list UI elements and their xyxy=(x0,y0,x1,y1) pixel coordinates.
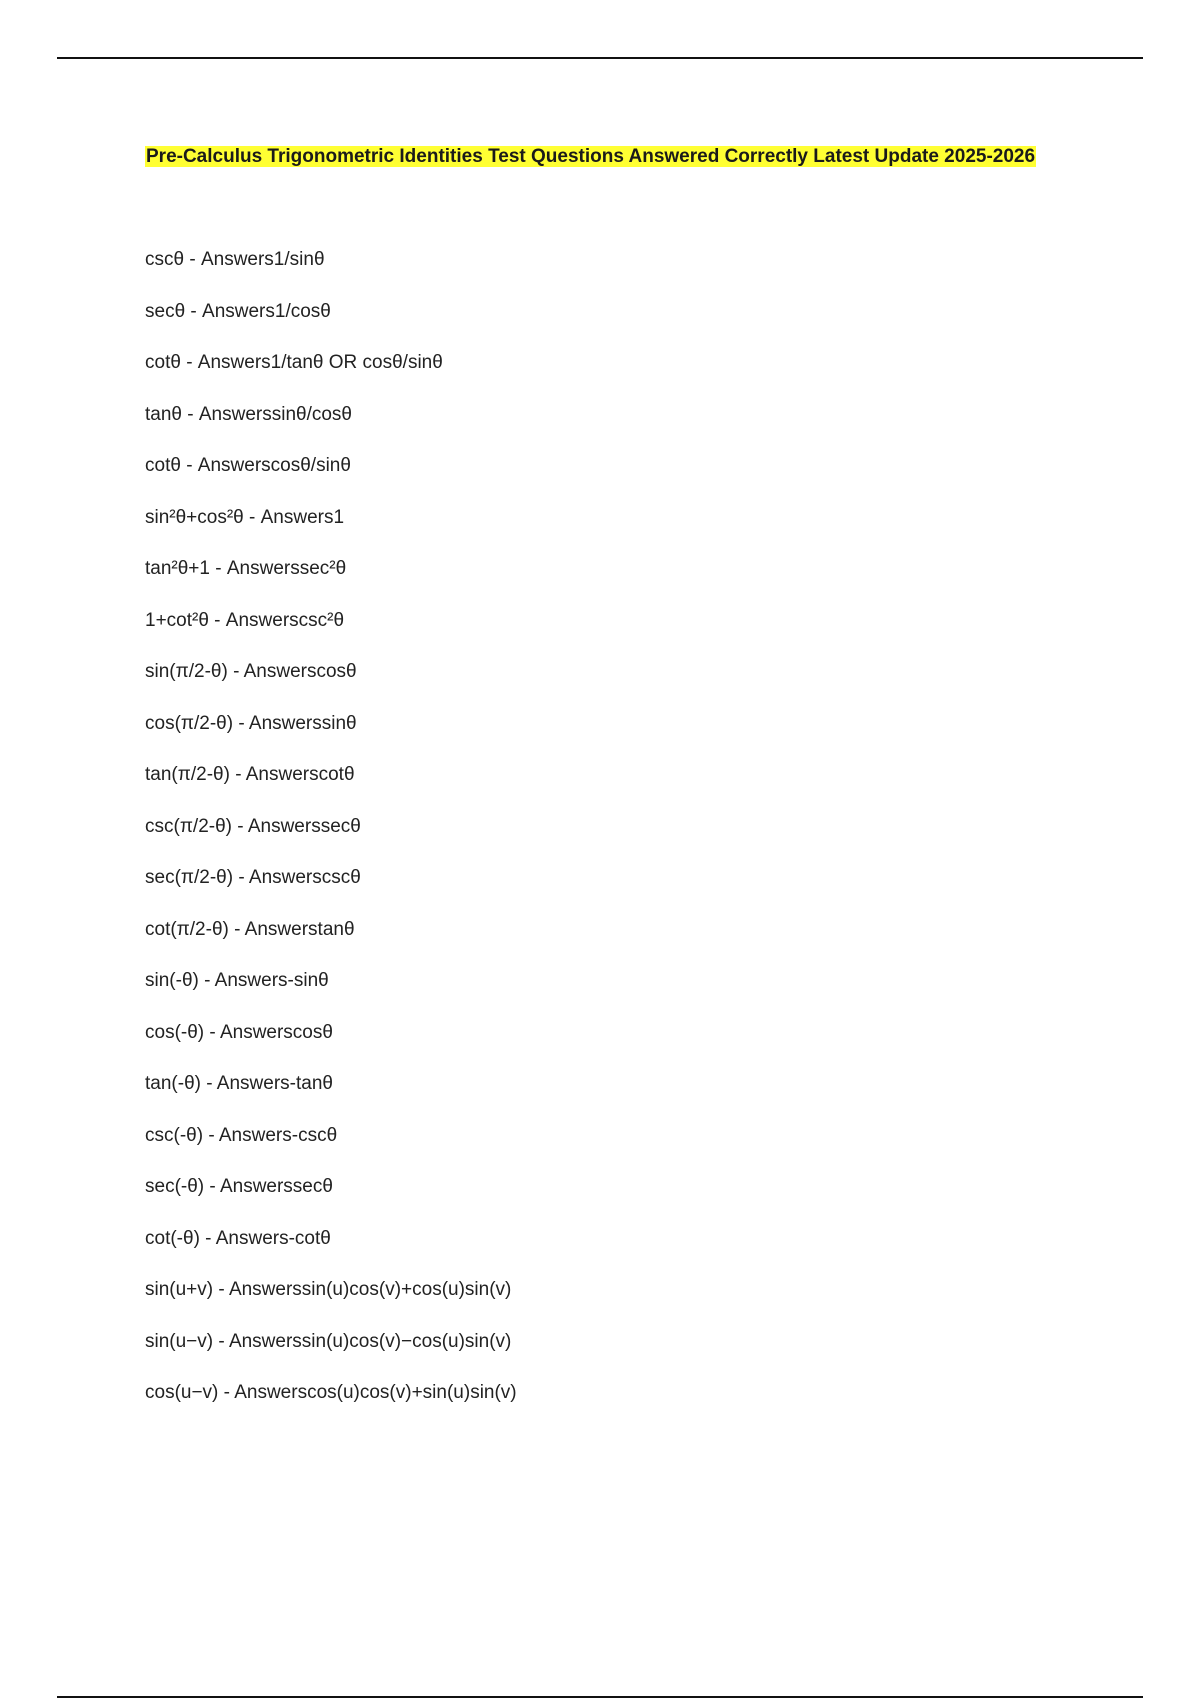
qa-item: tan(π/2-θ) - Answerscotθ xyxy=(145,764,355,785)
qa-item: cos(π/2-θ) - Answerssinθ xyxy=(145,712,357,734)
qa-item: cscθ - Answers1/sinθ xyxy=(145,249,325,270)
header-rule xyxy=(57,57,1143,59)
qa-item: cotθ - Answers1/tanθ OR cosθ/sinθ xyxy=(145,352,443,373)
qa-item: cos(u−v) - Answerscos(u)cos(v)+sin(u)sin(v) xyxy=(145,1382,517,1403)
qa-item: sin(-θ) - Answers-sinθ xyxy=(145,970,329,991)
qa-item: tan²θ+1 - Answerssec²θ xyxy=(145,558,347,579)
qa-item: sin(u+v) - Answerssin(u)cos(v)+cos(u)sin(v) xyxy=(145,1279,512,1300)
qa-item: tan(-θ) - Answers-tanθ xyxy=(145,1073,333,1094)
qa-item: cotθ - Answerscosθ/sinθ xyxy=(145,455,351,476)
qa-item: tanθ - Answerssinθ/cosθ xyxy=(145,403,352,425)
qa-item: 1+cot²θ - Answerscsc²θ xyxy=(145,609,345,631)
qa-list xyxy=(145,246,517,1431)
qa-item: cos(-θ) - Answerscosθ xyxy=(145,1021,333,1043)
qa-item: sec(π/2-θ) - Answerscscθ xyxy=(145,867,361,888)
footer-rule xyxy=(57,1696,1143,1698)
qa-item: sin(u−v) - Answerssin(u)cos(v)−cos(u)sin(v) xyxy=(145,1330,512,1352)
qa-item: cot(π/2-θ) - Answerstanθ xyxy=(145,918,355,940)
qa-item: sin²θ+cos²θ - Answers1 xyxy=(145,506,345,528)
title-highlight: Pre-Calculus Trigonometric Identities Test Questions Answered Correctly Latest Update 2025-2026 xyxy=(146,146,1036,167)
qa-item: csc(π/2-θ) - Answerssecθ xyxy=(145,815,361,837)
qa-item: sin(π/2-θ) - Answerscosθ xyxy=(145,661,357,682)
qa-item: secθ - Answers1/cosθ xyxy=(145,300,331,322)
qa-item: csc(-θ) - Answers-cscθ xyxy=(145,1124,338,1146)
qa-item: sec(-θ) - Answerssecθ xyxy=(145,1176,333,1197)
document-title xyxy=(145,144,1036,170)
qa-item: cot(-θ) - Answers-cotθ xyxy=(145,1227,331,1249)
